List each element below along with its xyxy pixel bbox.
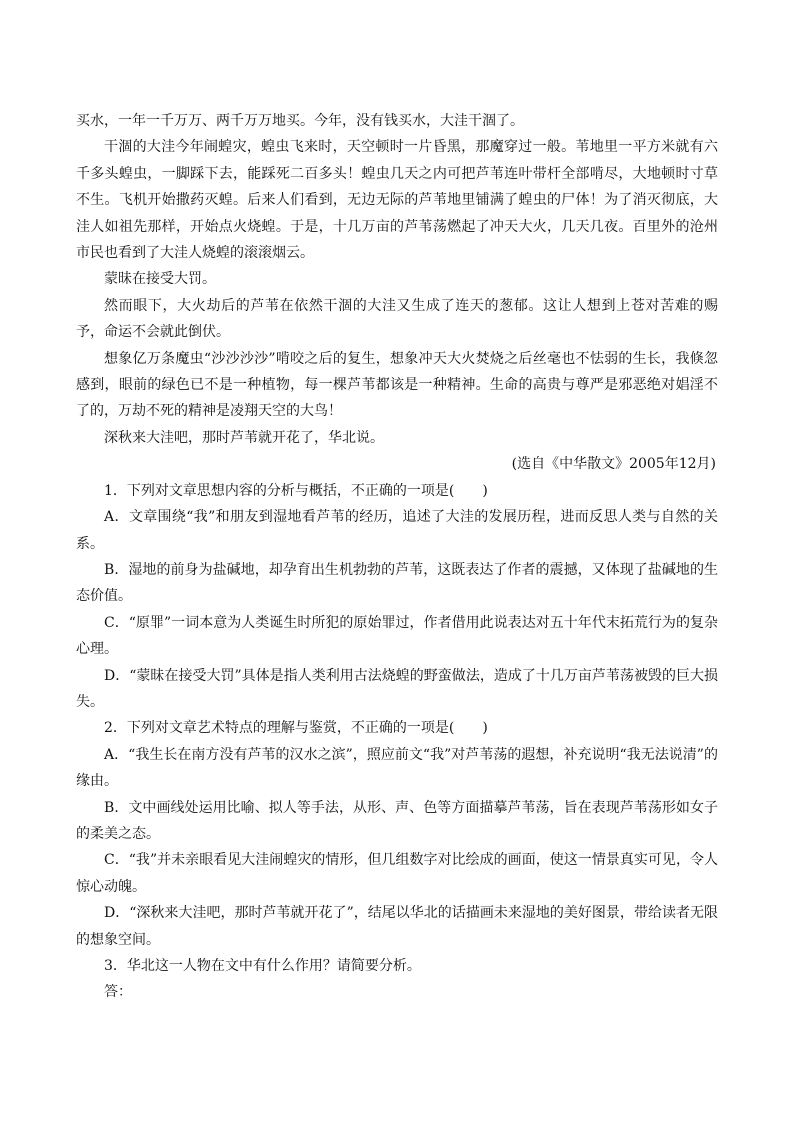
source-citation: (选自《中华散文》2005年12月) xyxy=(511,456,716,473)
paragraph-6: 深秋来大洼吧，那时芦苇就开花了，华北说。 xyxy=(104,429,384,446)
document-body xyxy=(76,108,718,1006)
paragraph-2: 干涸的大洼今年闹蝗灾，蝗虫飞来时，天空顿时一片昏黑，那魔穿过一般。苇地里一平方米就有六千多头蝗虫，一脚踩下去，能踩死二百多头！蝗虫几天之内可把芦苇连叶带杆全部啃尽，大地顿时寸草不生。飞机开始撒药灭蝗。后来人们看到，无边无际的芦苇地里铺满了蝗虫的尸体！为了消灭彻底，大洼人如祖先那样，开始点火烧蝗。于是，十几万亩的芦苇荡燃起了冲天大火，几天几夜。百里外的沧州市民也看到了大洼人烧蝗的滚滚烟云。 xyxy=(76,139,718,262)
question-1-option-a: A．文章围绕“我”和朋友到湿地看芦苇的经历，追述了大洼的发展历程，进而反思人类与自然的关系。 xyxy=(76,509,718,552)
paragraph-4: 然而眼下，大火劫后的芦苇在依然干涸的大洼又生成了连天的葱郁。这让人想到上苍对苦难的赐予，命运不会就此倒伏。 xyxy=(76,297,718,341)
paragraph-5: 想象亿万条魔虫“沙沙沙沙”啃咬之后的复生，想象冲天大火焚烧之后丝毫也不怯弱的生长，我倏忽感到，眼前的绿色已不是一种植物，每一棵芦苇都该是一种精神。生命的高贵与尊严是邪恶绝对娼淫不了的，万劫不死的精神是凌翔天空的大鸟！ xyxy=(76,350,718,420)
question-1-option-b: B．湿地的前身为盐碱地，却孕育出生机勃勃的芦苇，这既表达了作者的震撼，又体现了盐碱地的生态价值。 xyxy=(76,561,718,605)
paragraph-3: 蒙昧在接受大罚。 xyxy=(104,271,216,288)
question-3-stem: 3．华北这一人物在文中有什么作用？请简要分析。 xyxy=(104,958,421,974)
question-1-stem: 1．下列对文章思想内容的分析与概括，不正确的一项是( ) xyxy=(104,482,488,499)
question-2-option-b: B．文中画线处运用比喻、拟人等手法，从形、声、色等方面描摹芦苇荡，旨在表现芦苇荡形如女子的柔美之态。 xyxy=(76,799,718,842)
question-2-stem: 2．下列对文章艺术特点的理解与鉴赏，不正确的一项是( ) xyxy=(104,720,488,737)
answer-label: 答： xyxy=(104,984,132,1001)
question-1-option-d: D．“蒙昧在接受大罚”具体是指人类利用古法烧蝗的野蛮做法，造成了十几万亩芦苇荡被毁的巨大损失。 xyxy=(76,667,718,710)
question-2-option-a: A．“我生长在南方没有芦苇的汉水之滨”，照应前文“我”对芦苇荡的遐想，补充说明“我无法说清”的缘由。 xyxy=(76,746,718,790)
question-2-option-d: D．“深秋来大洼吧，那时芦苇就开花了”，结尾以华北的话描画未来湿地的美好图景，带给读者无限的想象空间。 xyxy=(76,905,718,948)
question-1-option-c: C．“原罪”一词本意为人类诞生时所犯的原始罪过，作者借用此说表达对五十年代末拓荒行为的复杂心理。 xyxy=(76,614,718,658)
paragraph-1: 买水，一年一千万万、两千万万地买。今年，没有钱买水，大洼干涸了。 xyxy=(76,113,524,129)
question-2-option-c: C．“我”并未亲眼看见大洼闹蝗灾的情形，但几组数字对比绘成的画面，使这一情景真实可见，令人惊心动魄。 xyxy=(76,852,718,895)
